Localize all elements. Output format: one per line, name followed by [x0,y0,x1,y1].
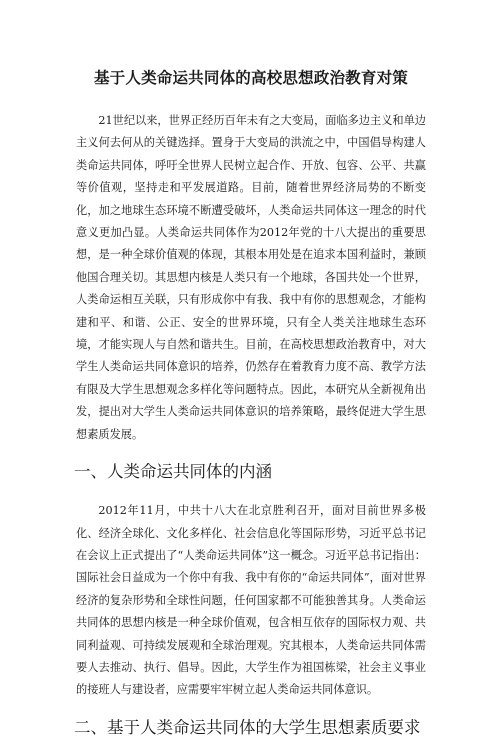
document-title: 基于人类命运共同体的高校思想政治教育对策 [93,69,408,87]
intro-paragraph: 21世纪以来，世界正经历百年未有之大变局，面临多边主义和单边主义何去何从的关键选择。置身于大变局的洪流之中，中国倡导构建人类命运共同体，呼吁全世界人民树立起合作、开放、包容、公平、共赢等价值观，坚持走和平发展道路。目前，随着世界经济局势的不断变化，加之地球生态环境不断遭受破坏，人类命运共同体这一理念的时代意义更加凸显。人类命运共同体作为2012年党的十八大提出的重要思想，是一种全球价值观的体现，其根本用处是在追求本国利益时，兼顾他国合理关切。其思想内核是人类只有一个地球，各国共处一个世界，人类命运相互关联，只有形成你中有我、我中有你的思想观念，才能构建和平、和谐、公正、安全的世界环境，只有全人类关注地球生态环境，才能实现人与自然和谐共生。目前，在高校思想政治教育中，对大学生人类命运共同体意识的培养，仍然存在着教育力度不高、教学方法有限及大学生思想观念多样化等问题特点。因此，本研究从全新视角出发，提出对大学生人类命运共同体意识的培养策略，最终促进大学生思想素质发展。 [76,114,426,441]
section-heading-2: 二、基于人类命运共同体的大学生思想素质要求 [74,717,421,737]
section-1-paragraph: 2012年11月，中共十八大在北京胜利召开，面对目前世界多极化、经济全球化、文化多样化、社会信息化等国际形势，习近平总书记在会议上正式提出了“人类命运共同体”这一概念。习近平总书记指出：国际社会日益成为一个你中有我、我中有你的“命运共同体”，面对世界经济的复杂形势和全球性问题，任何国家都不可能独善其身。人类命运共同体的思想内核是一种全球价值观，包含相互依存的国际权力观、共同利益观、可持续发展观和全球治理观。究其根本，人类命运共同体需要人去推动、执行、倡导。因此，大学生作为祖国栋梁，社会主义事业的接班人与建设者，应需要牢牢树立起人类命运共同体意识。 [76,504,426,697]
section-heading-1: 一、人类命运共同体的内涵 [74,462,272,482]
